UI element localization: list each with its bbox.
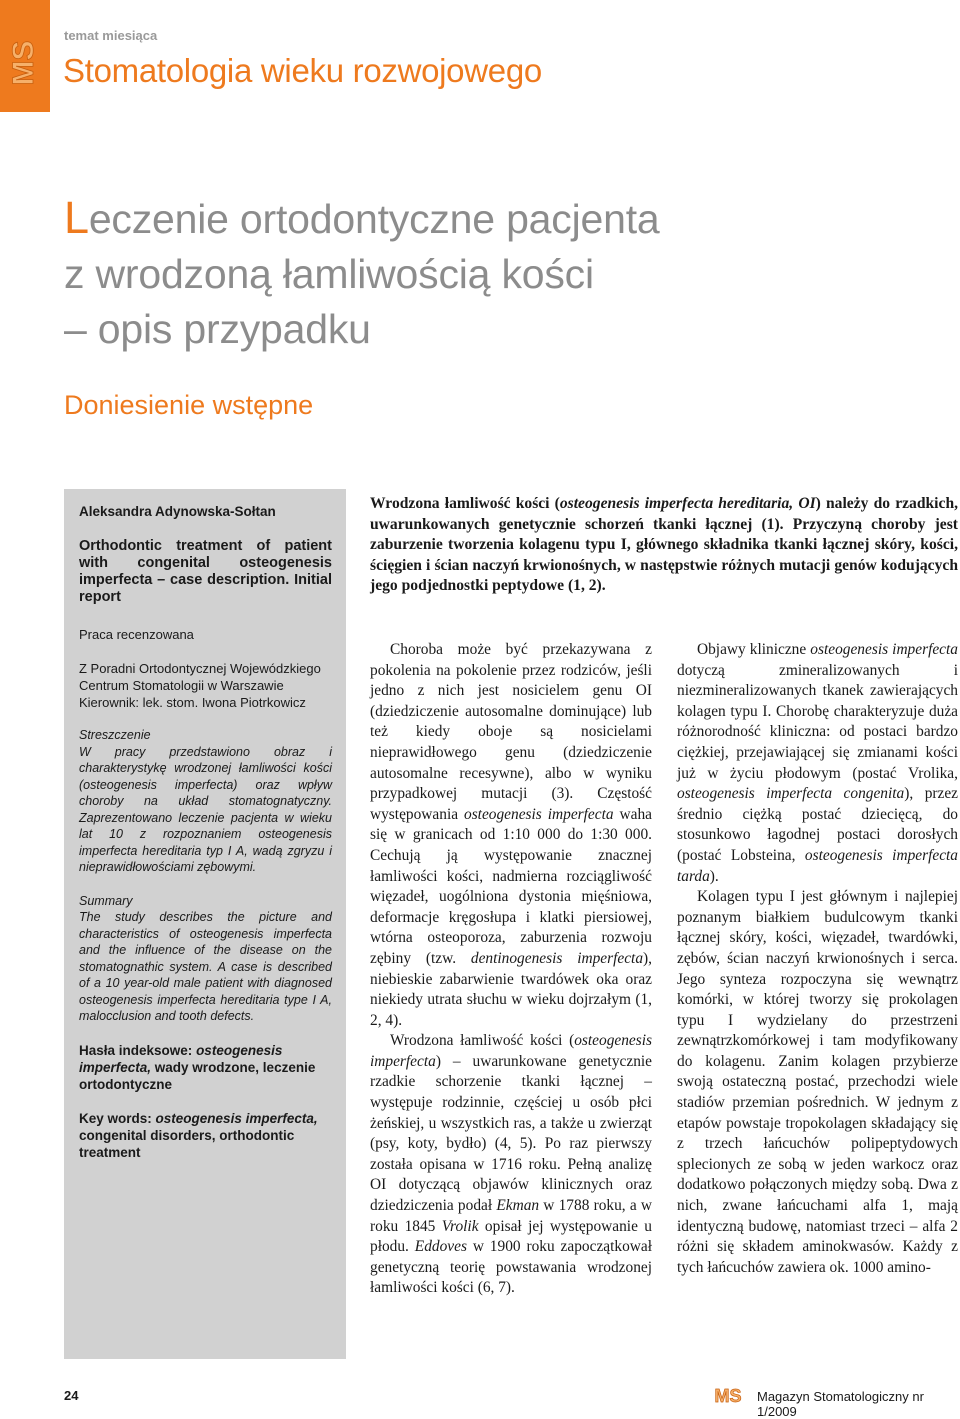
- text-run: Choroba może być przekazywana z pokolenia na pokolenie przez rodziców, jeśli jedno z nich jest nosicielem genu OI (dziedziczenie autosomalne dominujące) lub też kiedy oboje są nosicielami nieprawidłowego genu (dziedziczenie autosomalne recesywne), albo w wyniku przypadkowej mutacji (3). Częstość występowania: [370, 641, 652, 823]
- keywords-pl-rest: wady wrodzone, leczenie ortodontyczne: [79, 1059, 316, 1092]
- magazine-logo-tab: [0, 0, 50, 112]
- report-type: Doniesienie wstępne: [64, 390, 314, 420]
- lead-text-2: ) należy do rzadkich, uwarunkowanych genetycznie schorzeń tkanki łącznej (1). Przyczyną choroby jest zaburzenie tworzenia kolagenu typu I, głównego składnika tkanki łącznej skóry, kości, ścięgien i ścian naczyń krwionośnych, w następstwie różnych mutacji genów kodujących jego podjednostki peptydowe (1, 2).: [370, 495, 959, 595]
- lead-text-1: Wrodzona łamliwość kości (: [370, 495, 560, 512]
- english-title: Orthodontic treatment of patient with congenital osteogenesis imperfecta – case description. Initial report: [79, 538, 332, 605]
- abstract-heading: Streszczenie: [79, 728, 151, 742]
- text-run: Wrodzona łamliwość kości (: [390, 1032, 575, 1050]
- review-status: Praca recenzowana: [79, 627, 194, 642]
- keywords-en-italic: osteogenesis imperfecta,: [155, 1110, 318, 1126]
- journal-name: Magazyn Stomatologiczny nr 1/2009: [757, 1389, 924, 1419]
- text-run: dotyczą zmineralizowanych i niezmineralizowanych tkanek zawierających kolagen typu I. Chorobę charakteryzuje duża różnorodność kliniczna: od postaci bardzo ciężkiej, przejawiającej się zmianami kości już w życiu płodowym (postać Vrolika,: [677, 661, 958, 782]
- paragraph: [370, 640, 652, 1031]
- section-title: Stomatologia wieku rozwojowego: [63, 52, 542, 89]
- keywords-pl-italic: osteogenesis imperfecta,: [79, 1042, 283, 1075]
- keywords-en-label: Key words:: [79, 1110, 152, 1126]
- body-column-2: [677, 640, 958, 1278]
- italic-run: Vrolik: [441, 1217, 479, 1235]
- italic-run: Ekman: [496, 1197, 540, 1215]
- text-run: Objawy kliniczne: [697, 641, 811, 658]
- keywords-pl-label: Hasła indeksowe:: [79, 1042, 193, 1058]
- body-column-1: [370, 640, 652, 1299]
- text-run: w 1900 roku zapoczątkował genetyczną teorię powstawania wrodzonej łamliwości kości (6, 7).: [370, 1238, 652, 1297]
- summary-heading: Summary: [79, 893, 133, 908]
- italic-run: osteogenesis imperfecta tarda: [677, 846, 958, 885]
- italic-run: osteogenesis imperfecta: [464, 805, 614, 823]
- text-run: ), przez średnio ciężką postać dziecięcą, do stosunkowo łagodnej postaci dorosłych (postać Lobsteina,: [677, 785, 959, 864]
- page-number: 24: [64, 1388, 79, 1403]
- title-drop-letter: L: [64, 192, 89, 243]
- text-run: ).: [709, 867, 719, 885]
- summary-text: The study describes the picture and characteristics of osteogenesis imperfecta and the influence of the disease on the stomatognathic system. A case is described of a 10 year-old male patient with diagnosed osteogenesis imperfecta hereditaria type I A, malocclusion and tooth defects.: [79, 910, 332, 1023]
- text-run: w 1788 roku, a w roku 1845: [370, 1197, 653, 1235]
- title-line-1-text: eczenie ortodontyczne pacjenta: [88, 196, 660, 242]
- italic-run: Eddoves: [414, 1238, 467, 1256]
- lead-italic: osteogenesis imperfecta hereditaria, OI: [559, 495, 816, 512]
- svg-text:MS: MS: [714, 1386, 742, 1406]
- article-info-panel: [64, 489, 346, 1359]
- article-title: [64, 190, 924, 357]
- text-run: waha się w granicach od 1:10 000 do 1:30 000. Cechują ją występowanie znacznej łamliwości kości, nadmierna rozciągliwość więzadeł, uogólniona dystonia mięśniowa, deformacje kręgosłupa i klatki piersiowej, wtórna osteoporoza, zaburzenia rozwoju zębiny (tzw.: [370, 805, 652, 967]
- ms-footer-logo-icon: [703, 1386, 753, 1406]
- italic-run: osteogenesis imperfecta: [370, 1032, 652, 1070]
- lead-paragraph: [370, 494, 958, 597]
- italic-run: osteogenesis imperfecta congenita: [677, 785, 905, 803]
- svg-text:MS: MS: [6, 40, 40, 86]
- paragraph: [677, 640, 958, 887]
- paragraph: [370, 1031, 652, 1299]
- affiliation: Z Poradni Ortodontycznej Wojewódzkiego Centrum Stomatologii w Warszawie Kierownik: lek. stom. Iwona Piotrkowicz: [79, 661, 321, 710]
- article-title-line-2: z wrodzoną łamliwością kości: [64, 251, 594, 297]
- article-title-line-1: [64, 190, 924, 247]
- keywords-en: [79, 1110, 332, 1161]
- section-kicker: temat miesiąca: [64, 28, 158, 43]
- italic-run: osteogenesis imperfecta: [810, 641, 958, 658]
- text-run: ), niebieskie zabarwienie twardówek oka oraz niekiedy utrata słuchu w wieku dojrzałym (1, 2, 4).: [370, 949, 652, 1029]
- authors: Aleksandra Adynowska-Sołtan: [79, 504, 276, 519]
- paragraph: [677, 887, 958, 1278]
- text-run: Kolagen typu I jest głównym i najlepiej poznanym białkiem budulcowym tkanki łącznej skóry, kości, więzadeł, twardówki, zębów, ścian naczyń krwionośnych i serca. Jego synteza rozpoczyna się wewnątrz komórki, w której tworzy się prokolagen typu I wydzielany do przestrzeni zewnątrzkomórkowej i tam modyfikowany do kolagenu. Zanim kolagen przybierze swoją ostateczną postać, przechodzi wiele stadiów przemian pośrednich. W jednym z etapów powstaje tropokolagen składający się z trzech łańcuchów polipeptydowych splecionych ze sobą w jeden warkocz oraz dodatkowo połączonych między sobą. Dwa z nich, zwane łańcuchami alfa 1, mają identyczną budowę, natomiast trzeci – alfa 2 różni się składem aminokwasów. Każdy z tych łańcuchów zawiera ok. 1000 amino-: [677, 888, 958, 1276]
- abstract-text: W pracy przedstawiono obraz i charakterystykę wrodzonej łamliwości kości (osteogenesis imperfecta) oraz wpływ choroby na układ stomatognatyczny. Zaprezentowano leczenie pacjenta w wieku lat 10 z rozpoznaniem osteogenesis imperfecta hereditaria typ I A, wadą zgryzu i nieprawidłowościami zębowymi.: [79, 744, 332, 874]
- keywords-pl: [79, 1042, 332, 1093]
- keywords-en-rest: congenital disorders, orthodontic treatment: [79, 1127, 295, 1160]
- text-run: ) – uwarunkowane genetycznie rzadkie schorzenie tkanki łącznej – występuje rodzinnie, częściej u osób płci żeńskiej, u wszystkich ras, a także u zwierząt (psy, koty, bydło) (4, 5). Po raz pierwszy została opisana w 1716 roku. Pełną analizę OI dotyczącą objawów klinicznych oraz dziedziczenia podał: [370, 1052, 652, 1215]
- article-title-line-3: – opis przypadku: [64, 306, 371, 352]
- italic-run: dentinogenesis imperfecta: [470, 949, 644, 967]
- ms-logo-icon: [6, 30, 44, 96]
- text-run: opisał jej występowanie u płodu.: [370, 1217, 652, 1256]
